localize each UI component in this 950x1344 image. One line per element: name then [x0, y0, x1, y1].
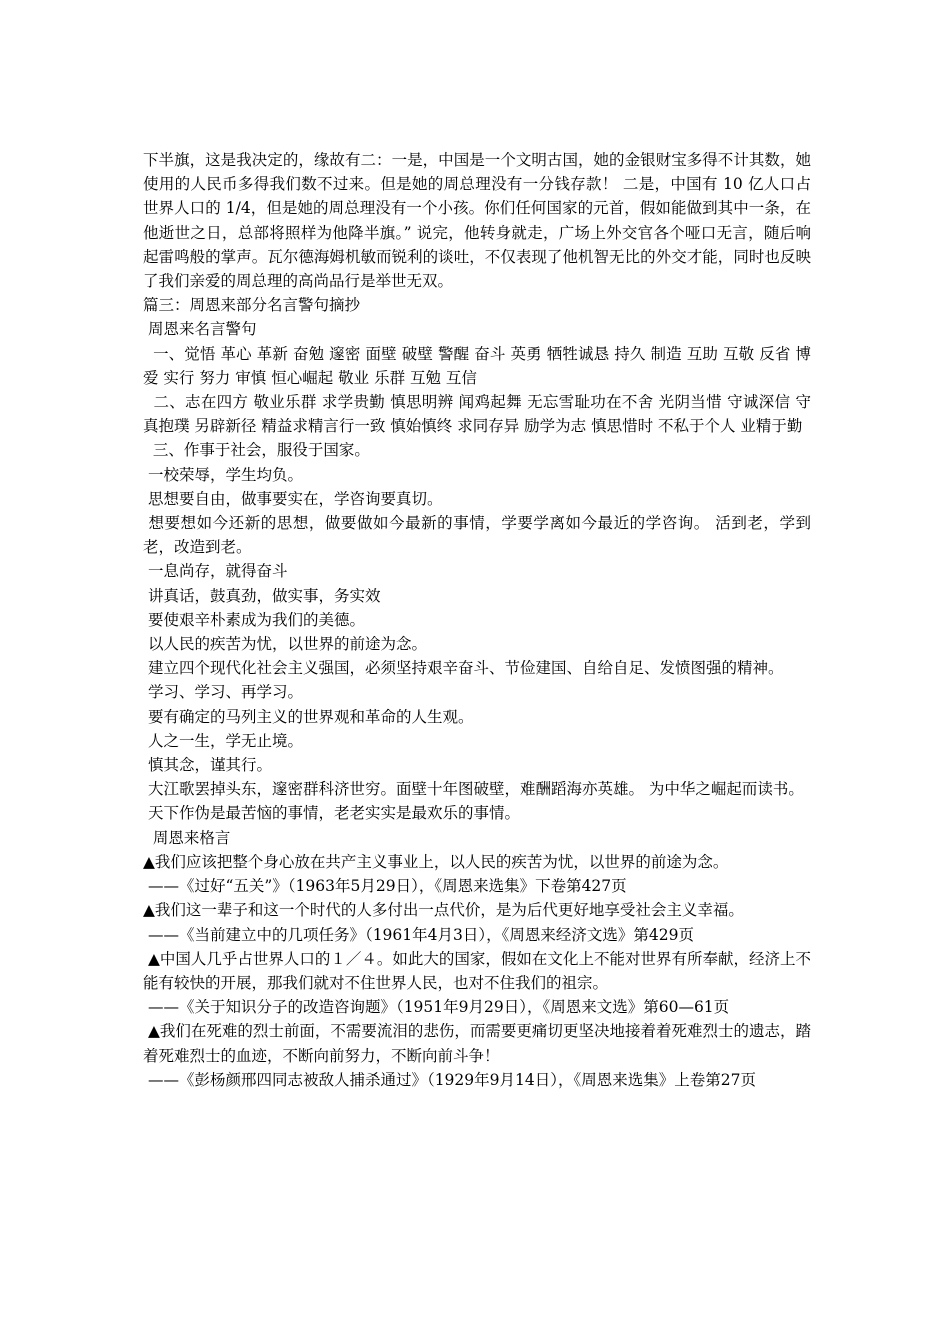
quote-line: 大江歌罢掉头东，邃密群科济世穷。面壁十年图破壁，难酬蹈海亦英雄。 为中华之崛起而读书。: [143, 780, 804, 799]
sub-heading: 周恩来名言警句: [143, 320, 257, 339]
citation-line: ——《当前建立中的几项任务》（1961年4月3日），《周恩来经济文选》第429页: [143, 925, 694, 944]
text-paragraph: 三、作事于社会，服役于国家。: [143, 441, 370, 460]
text-paragraph: 下半旗，这是我决定的，缘故有二：一是，中国是一个文明古国，她的金银财宝多得不计其数，她使用的人民币多得我们数不过来。但是她的周总理没有一分钱存款！ 二是，中国有 10 亿人口占世界人口的 1/4，但是她的周总理没有一个小孩。你们任何国家的元首，假如能做到其中一条，在他逝世之日，总部将照样为他降半旗。” 说完，他转身就走，广场上外交官各个哑口无言，随后响起雷鸣般的掌声。瓦尔德海姆机敏而锐利的谈吐，不仅表现了他机智无比的外交才能，同时也反映了我们亲爱的周总理的高尚品行是举世无双。: [143, 151, 811, 291]
section-heading: 篇三：周恩来部分名言警句摘抄: [143, 296, 361, 315]
quote-line: 想要想如今还新的思想，做要做如今最新的事情，学要学离如今最近的学咨询。 活到老，学到老，改造到老。: [143, 514, 811, 557]
quote-line: 建立四个现代化社会主义强国，必须坚持艰辛奋斗、节俭建国、自给自足、发愤图强的精神。: [143, 659, 784, 678]
document-page: [143, 148, 811, 1092]
quote-line: 一息尚存，就得奋斗: [143, 562, 288, 581]
quote-line: 一校荣辱，学生均负。: [143, 465, 303, 484]
text-paragraph: 二、志在四方 敬业乐群 求学贵勤 慎思明辨 闻鸡起舞 无忘雪耻功在不舍 光阴当惜 守诚深信 守真抱璞 另辟新径 精益求精言行一致 慎始慎终 求同存异 励学为志 慎思惜时 不私于个人 业精于勤: [143, 393, 811, 436]
quote-line: 人之一生，学无止境。: [143, 731, 303, 750]
quote-line: 要有确定的马列主义的世界观和革命的人生观。: [143, 707, 474, 726]
quote-line: 慎其念，谨其行。: [143, 756, 272, 775]
quote-line: 思想要自由，做事要实在，学咨询要真切。: [143, 489, 443, 508]
maxim-item: ▲中国人几乎占世界人口的１／４。如此大的国家，假如在文化上不能对世界有所奉献，经济上不能有较快的开展，那我们就对不住世界人民，也对不住我们的祖宗。: [143, 949, 811, 992]
text-paragraph: 一、觉悟 革心 革新 奋勉 邃密 面壁 破壁 警醒 奋斗 英勇 牺牲诚恳 持久 制造 互助 互敬 反省 博爱 实行 努力 审慎 恒心崛起 敬业 乐群 互勉 互信: [143, 344, 811, 387]
quote-line: 学习、学习、再学习。: [143, 683, 303, 702]
sub-heading: 周恩来格言: [143, 828, 231, 847]
maxim-item: ▲我们应该把整个身心放在共产主义事业上，以人民的疾苦为忧，以世界的前途为念。: [143, 852, 729, 871]
quote-line: 讲真话，鼓真劲，做实事，务实效: [143, 586, 381, 605]
maxim-item: ▲我们这一辈子和这一个时代的人多付出一点代价，是为后代更好地享受社会主义幸福。: [143, 901, 744, 920]
maxim-item: ▲我们在死难的烈士前面，不需要流泪的悲伤，而需要更痛切更坚决地接着着死难烈士的遗志，踏着死难烈士的血迹，不断向前努力，不断向前斗争！: [143, 1022, 811, 1065]
quote-line: 以人民的疾苦为忧，以世界的前途为念。: [143, 635, 427, 654]
citation-line: ——《过好“五关”》（1963年5月29日），《周恩来选集》下卷第427页: [143, 877, 627, 896]
quote-line: 要使艰辛朴素成为我们的美德。: [143, 610, 365, 629]
quote-line: 天下作伪是最苦恼的事情，老老实实是最欢乐的事情。: [143, 804, 520, 823]
citation-line: ——《关于知识分子的改造咨询题》（1951年9月29日），《周恩来文选》第60—61页: [143, 998, 730, 1017]
citation-line: ——《彭杨颜邢四同志被敌人捕杀通过》（1929年9月14日），《周恩来选集》上卷第27页: [143, 1070, 756, 1089]
